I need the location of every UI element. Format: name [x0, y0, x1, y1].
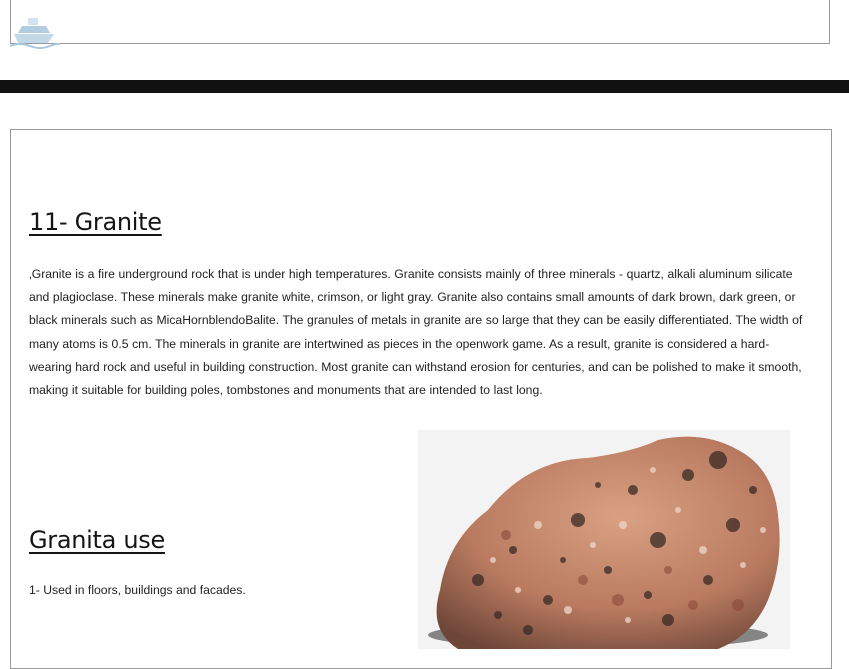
ship-logo-icon — [8, 12, 60, 50]
previous-page-bottom — [10, 0, 830, 44]
list-item: 1- Used in floors, buildings and facades. — [29, 583, 246, 597]
granite-rock-image — [418, 430, 790, 649]
section-title-granite: 11- Granite — [29, 208, 162, 236]
granite-paragraph: ‚Granite is a fire underground rock that is under high temperatures. Granite consists mainly of three minerals - quartz, alkali aluminum silicate and plagioclase. These minerals make granite white, crimson, or light gray. Granite also contains small amounts of dark brown, dark green, or black minerals such as MicaHornblendoBalite. The granules of metals in granite are so large that they can be easily differentiated. The width of many atoms is 0.5 cm. The minerals in granite are intertwined as pieces in the openwork game. As a result, granite is considered a hard-wearing hard rock and useful in building construction. Most granite can withstand erosion for centuries, and can be polished to make it smooth, making it suitable for building poles, tombstones and monuments that are intended to last long. — [29, 267, 803, 398]
section-title-granite-use: Granita use — [29, 526, 165, 554]
page-divider — [0, 80, 849, 93]
